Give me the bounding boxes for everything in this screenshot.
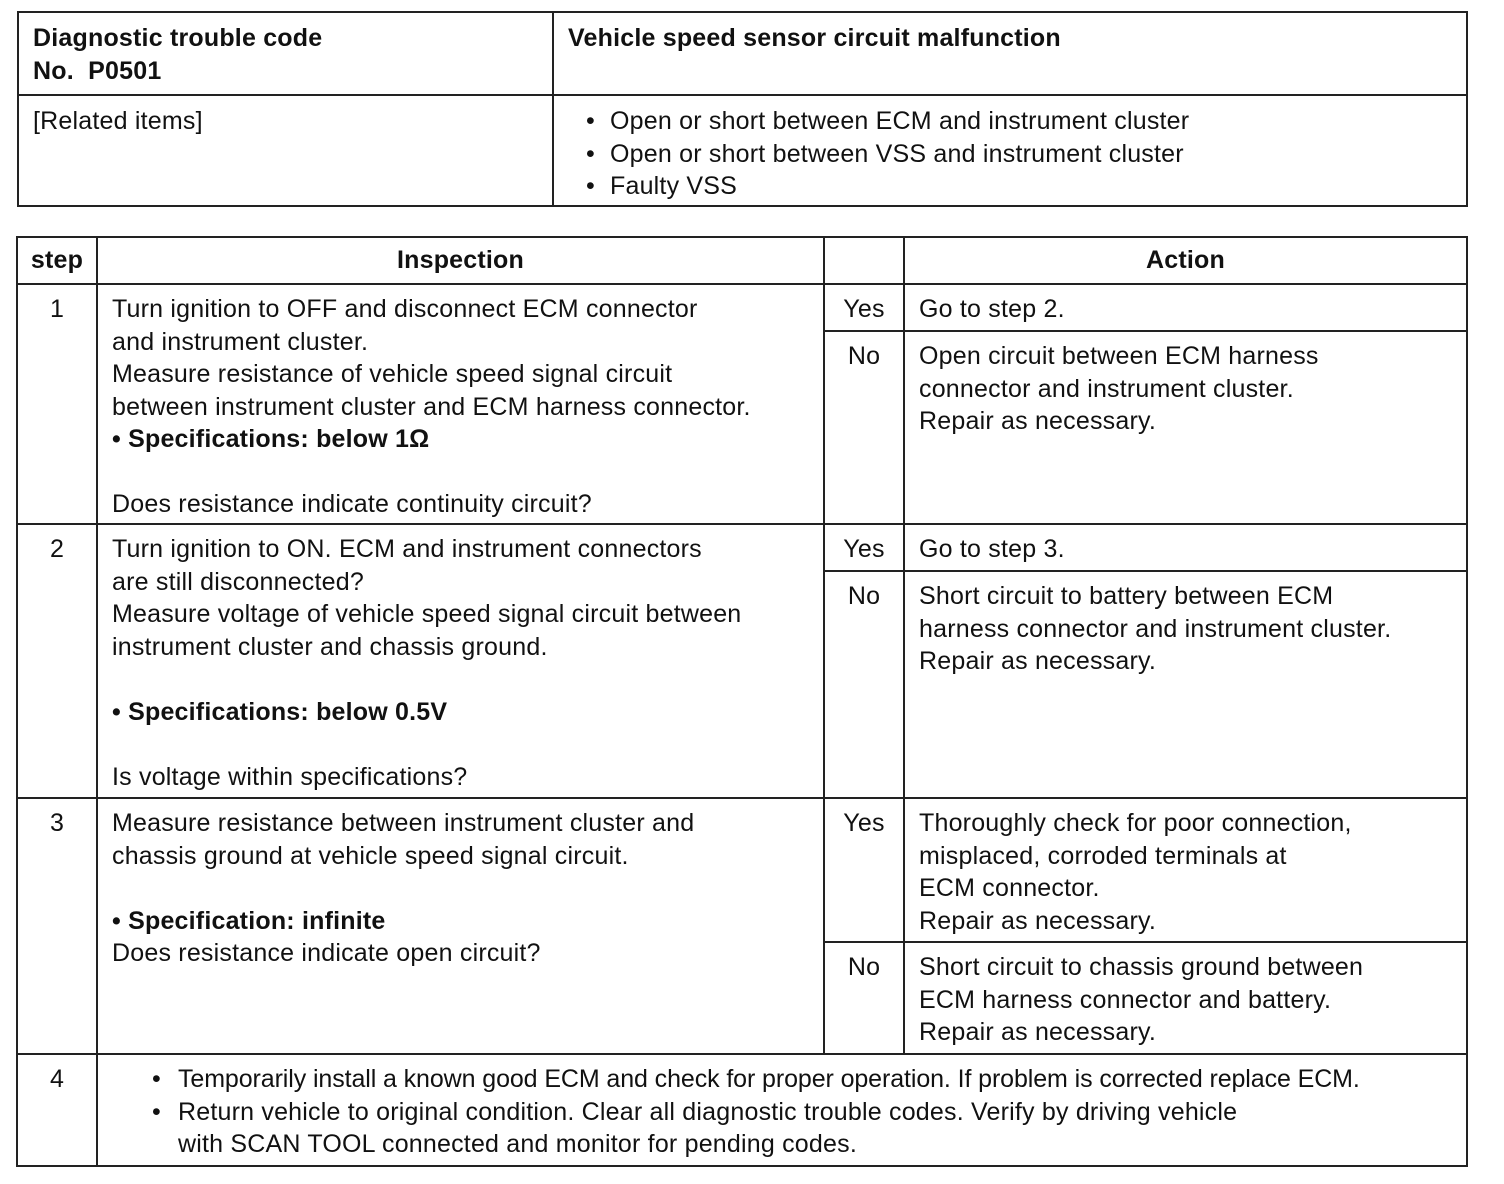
inspection-line: Turn ignition to OFF and disconnect ECM connector: [112, 295, 698, 323]
result-yes: Yes: [824, 798, 904, 942]
dtc-title: Vehicle speed sensor circuit malfunction: [568, 24, 1061, 52]
inspection-line: Turn ignition to ON. ECM and instrument connectors: [112, 535, 702, 563]
inspection-line: and instrument cluster.: [112, 327, 369, 356]
step-number: 1: [17, 284, 97, 524]
specification: • Specifications: below 0.5V: [112, 697, 448, 726]
action-yes: [904, 524, 1467, 571]
action-line: Go to step 2.: [919, 295, 1065, 323]
inspection-question: Does resistance indicate continuity circuit?: [112, 490, 592, 518]
inspection-line: instrument cluster and chassis ground.: [112, 632, 548, 661]
inspection-line: between instrument cluster and ECM harness connector.: [112, 392, 751, 421]
result-yes: Yes: [824, 524, 904, 571]
step4-item-line: • Return vehicle to original condition. Clear all diagnostic trouble codes. Verify by driving vehicle: [178, 1097, 1238, 1126]
step4-list: [112, 1063, 1452, 1161]
result-no: No: [824, 942, 904, 1054]
step-number: 3: [17, 798, 97, 1054]
specification: • Specification: infinite: [112, 906, 386, 935]
action-yes: [904, 798, 1467, 942]
step-inspection: [97, 798, 824, 1054]
action-no: [904, 942, 1467, 1054]
action-line: Repair as necessary.: [919, 906, 1156, 935]
step4-instructions: [97, 1054, 1467, 1166]
related-item: • Faulty VSS: [610, 170, 1452, 203]
action-yes: [904, 284, 1467, 331]
column-header-step: step: [17, 237, 97, 284]
inspection-line: Measure resistance of vehicle speed signal circuit: [112, 360, 673, 388]
action-no: [904, 331, 1467, 524]
related-label-cell: [18, 95, 553, 206]
action-line: Repair as necessary.: [919, 647, 1156, 675]
dtc-number: No. P0501: [33, 56, 162, 85]
action-line: Repair as necessary.: [919, 1018, 1156, 1046]
action-line: Short circuit to battery between ECM: [919, 582, 1334, 610]
action-line: ECM harness connector and battery.: [919, 985, 1332, 1014]
related-items-cell: [553, 95, 1467, 206]
result-no: No: [824, 571, 904, 798]
dtc-label-cell: [18, 12, 553, 95]
action-line: Thoroughly check for poor connection,: [919, 809, 1352, 837]
dtc-header-table: [17, 11, 1468, 207]
step-number: 4: [17, 1054, 97, 1166]
action-line: harness connector and instrument cluster.: [919, 614, 1392, 643]
inspection-line: chassis ground at vehicle speed signal circuit.: [112, 841, 629, 870]
column-header-result: [824, 237, 904, 284]
diagnostic-steps-table: [16, 236, 1468, 1167]
step4-item-line: with SCAN TOOL connected and monitor for pending codes.: [178, 1130, 857, 1158]
inspection-question: Is voltage within specifications?: [112, 762, 468, 791]
step-inspection: [97, 284, 824, 524]
specification: • Specifications: below 1Ω: [112, 425, 430, 453]
action-line: Repair as necessary.: [919, 407, 1156, 435]
inspection-line: are still disconnected?: [112, 567, 364, 596]
action-line: connector and instrument cluster.: [919, 374, 1294, 403]
dtc-label-line1: Diagnostic trouble code: [33, 24, 323, 52]
column-header-action: Action: [904, 237, 1467, 284]
step-number: 2: [17, 524, 97, 798]
dtc-title-cell: [553, 12, 1467, 95]
inspection-line: Measure voltage of vehicle speed signal circuit between: [112, 600, 742, 628]
related-item: • Open or short between ECM and instrument cluster: [610, 105, 1452, 138]
action-line: Go to step 3.: [919, 535, 1065, 563]
inspection-question: Does resistance indicate open circuit?: [112, 939, 541, 967]
action-line: Open circuit between ECM harness: [919, 342, 1319, 370]
step-inspection: [97, 524, 824, 798]
result-yes: Yes: [824, 284, 904, 331]
action-no: [904, 571, 1467, 798]
action-line: Short circuit to chassis ground between: [919, 953, 1364, 981]
action-line: ECM connector.: [919, 874, 1100, 902]
related-items-list: [568, 105, 1452, 203]
related-items-label: [Related items]: [33, 107, 203, 135]
step4-item: [178, 1096, 1452, 1161]
related-item: • Open or short between VSS and instrument cluster: [610, 138, 1452, 171]
result-no: No: [824, 331, 904, 524]
step4-item: • Temporarily install a known good ECM and check for proper operation. If problem is corrected replace ECM.: [178, 1063, 1452, 1096]
column-header-inspection: Inspection: [97, 237, 824, 284]
action-line: misplaced, corroded terminals at: [919, 841, 1287, 870]
inspection-line: Measure resistance between instrument cluster and: [112, 809, 695, 837]
